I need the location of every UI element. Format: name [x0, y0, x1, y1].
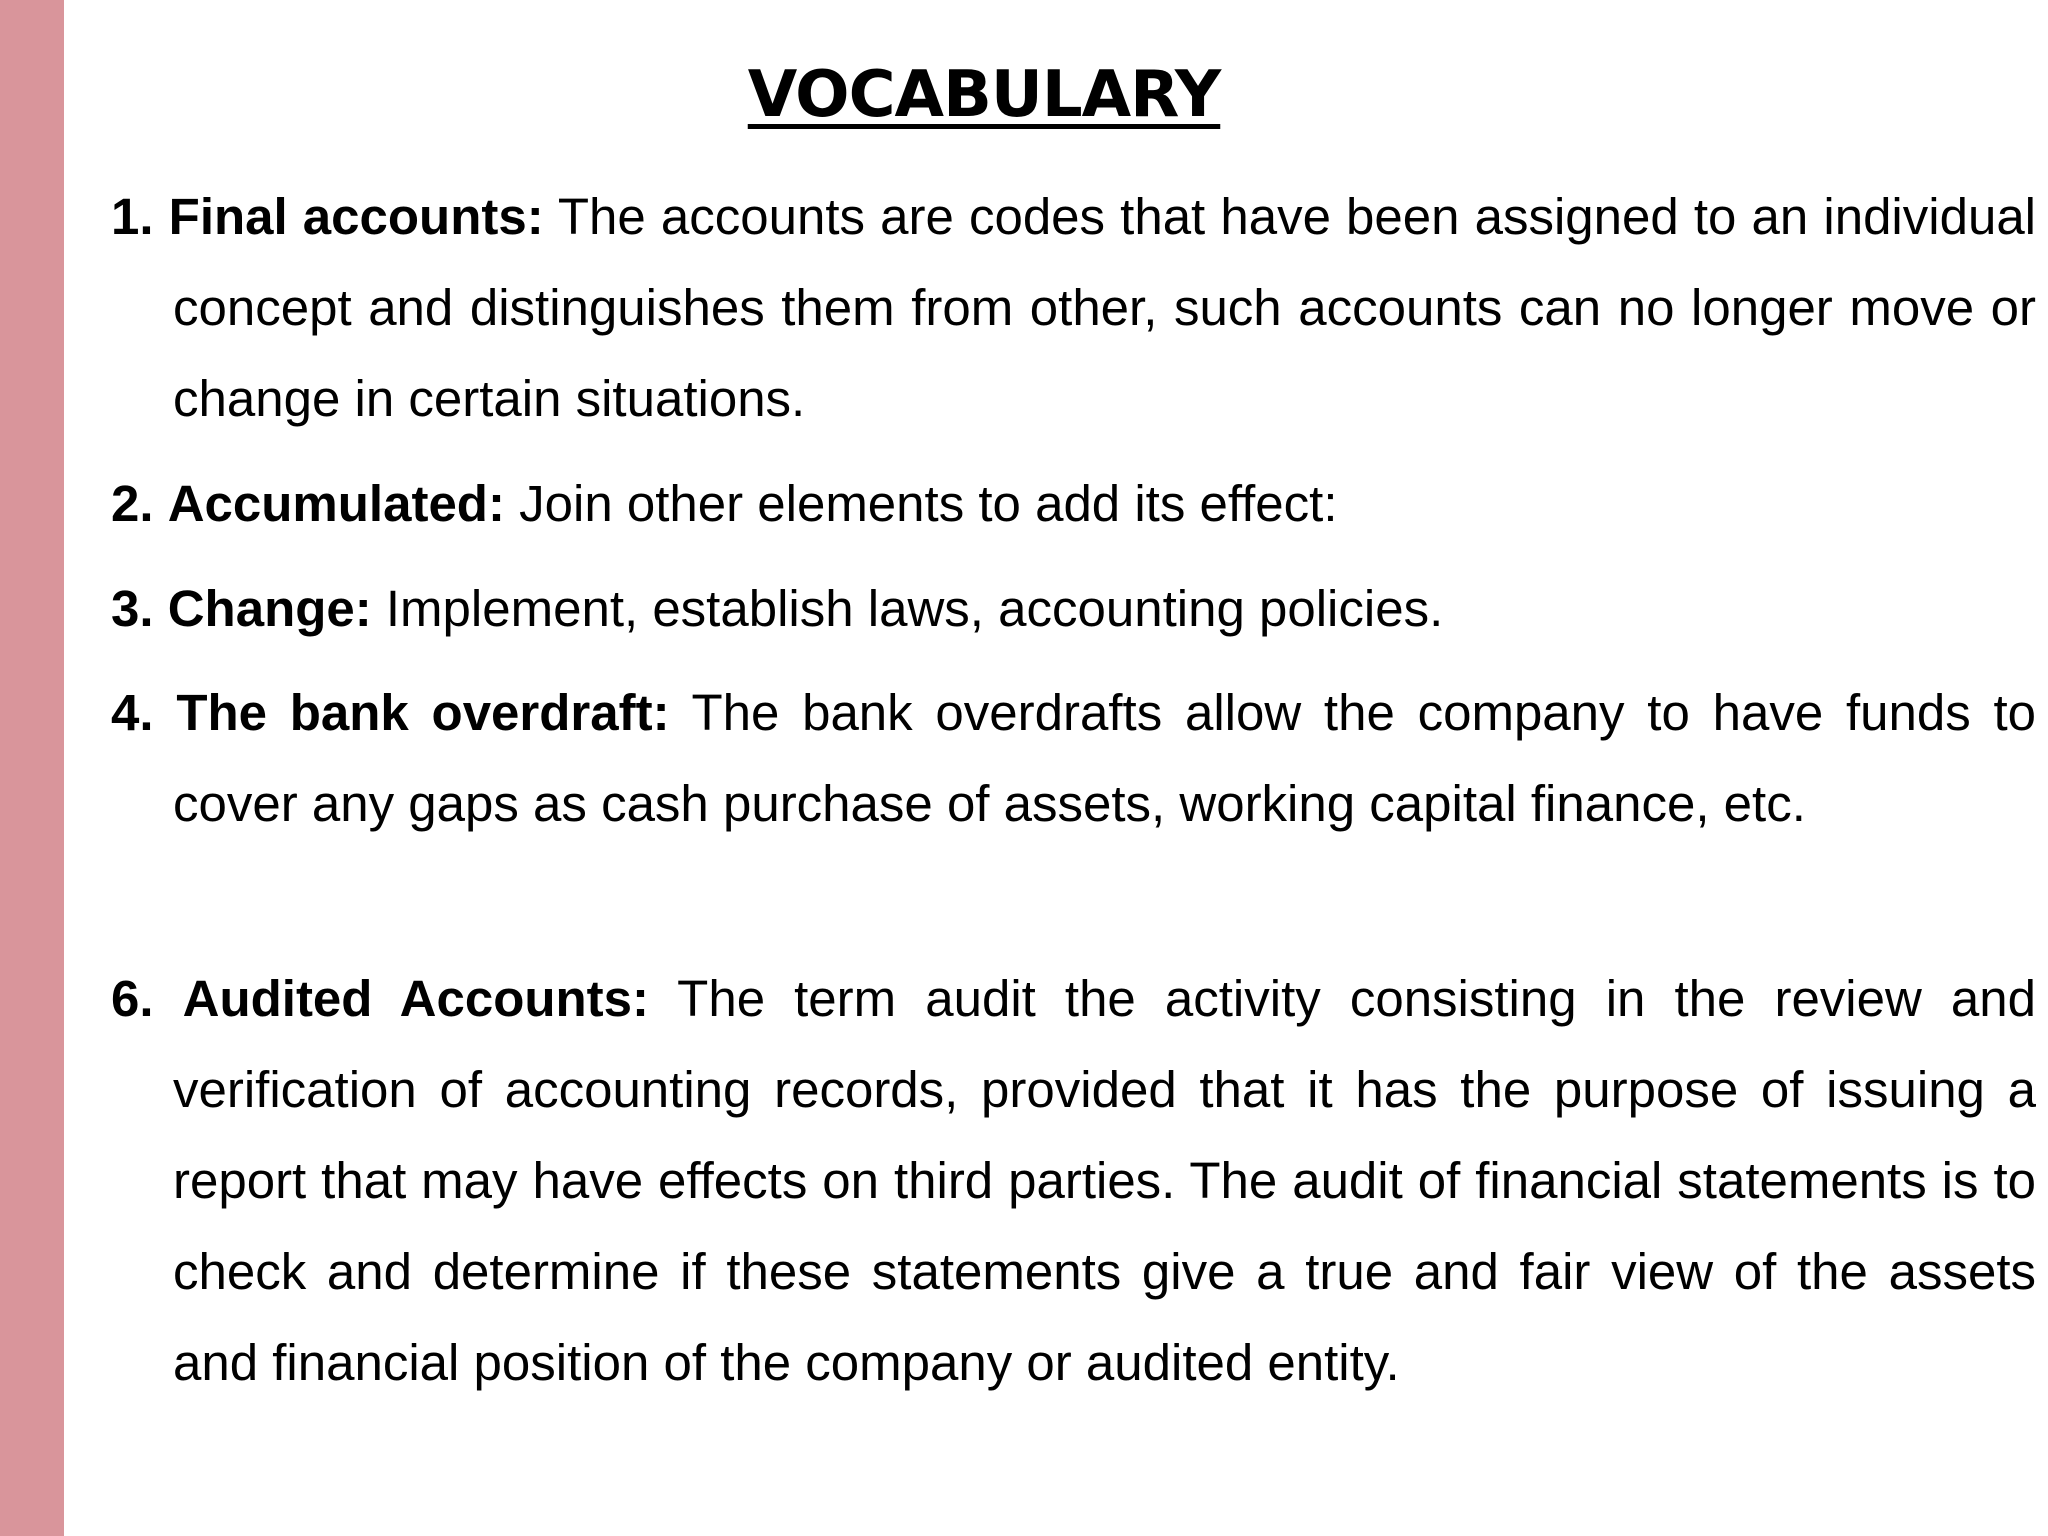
- item-term: Final accounts:: [168, 188, 544, 245]
- item-number: 6.: [111, 970, 154, 1027]
- item-definition: The term audit the activity consisting in the review and verification of accounting records, provided that it has the purpose of issuing a report that may have effects on third parties. The audit of financial statements is to check and determine if these statements give a true and fair view of the assets and financial position of the company or audited entity.: [173, 970, 2037, 1391]
- item-term: The bank overdraft:: [176, 684, 670, 741]
- item-number: 2.: [111, 475, 154, 532]
- item-number: 4.: [111, 684, 154, 741]
- item-term: Change:: [167, 580, 372, 637]
- item-definition: The accounts are codes that have been assigned to an individual concept and distinguishes them from other, such accounts can no longer move or change in certain situations.: [173, 188, 2037, 427]
- vocabulary-item-accumulated: [111, 458, 2036, 549]
- vocabulary-item-bank-overdraft: [111, 667, 2036, 849]
- item-number: 1.: [111, 188, 154, 245]
- vocabulary-item-change: [111, 563, 2036, 654]
- item-definition: Join other elements to add its effect:: [519, 475, 1338, 532]
- item-definition: Implement, establish laws, accounting policies.: [385, 580, 1444, 637]
- item-term: Accumulated:: [167, 475, 505, 532]
- side-accent-bar: [0, 0, 64, 1536]
- page-title: VOCABULARY: [747, 58, 1221, 132]
- vocabulary-item-final-accounts: [111, 171, 2036, 444]
- item-number: 3.: [111, 580, 154, 637]
- slide-content: [64, 0, 2048, 1536]
- vocabulary-item-audited-accounts: [111, 953, 2036, 1408]
- item-definition: The bank overdrafts allow the company to have funds to cover any gaps as cash purchase of assets, working capital finance, etc.: [173, 684, 2037, 832]
- item-term: Audited Accounts:: [182, 970, 649, 1027]
